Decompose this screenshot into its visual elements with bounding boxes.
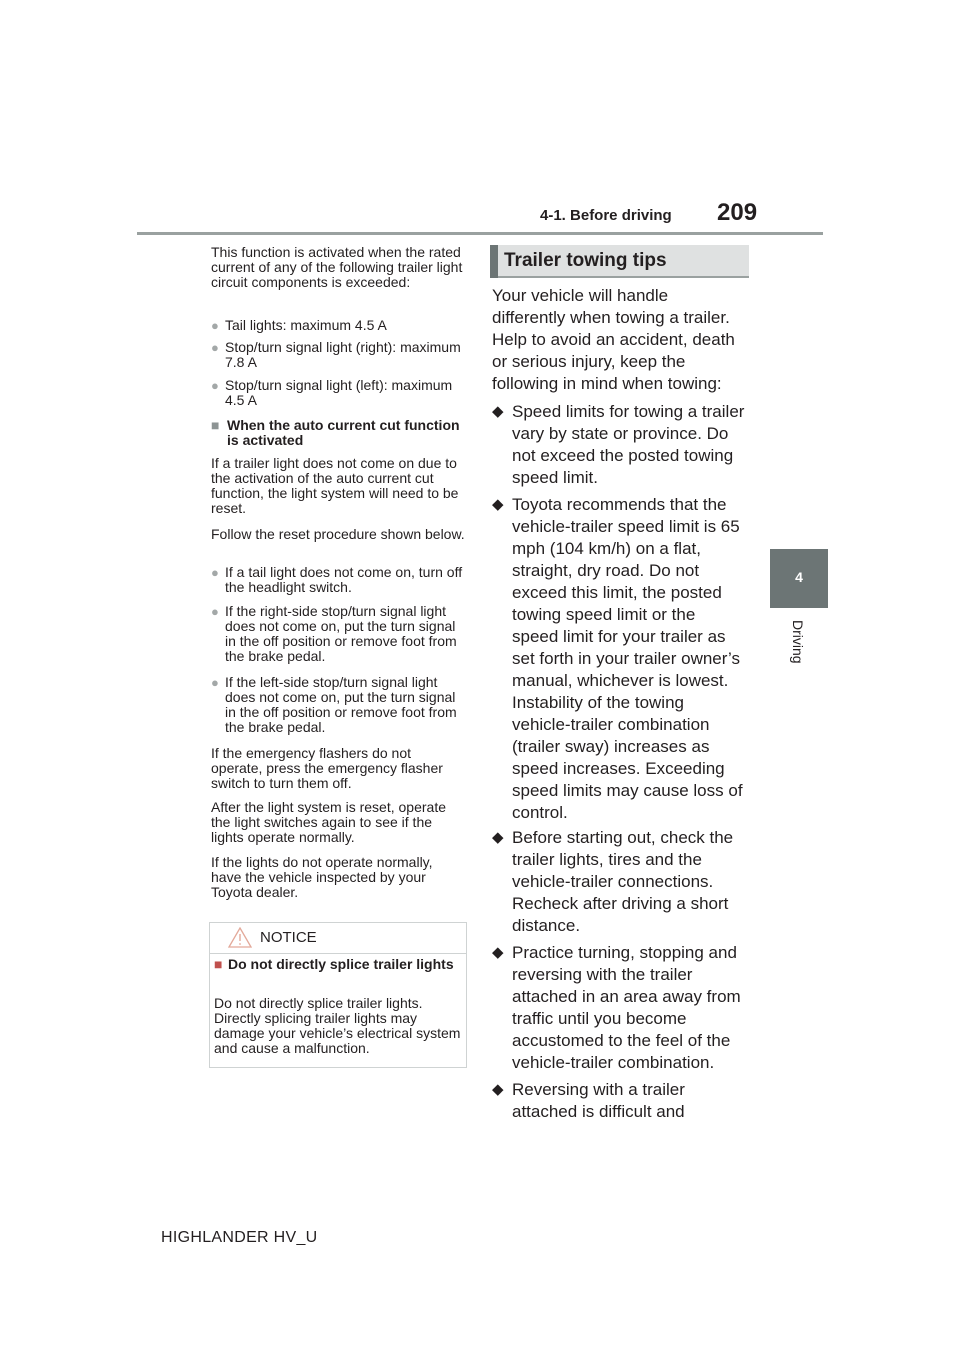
notice-heading: ■ Do not directly splice trailer lights: [214, 956, 454, 972]
diamond-bullet-icon: ◆: [492, 829, 504, 846]
bullet-icon: ●: [211, 675, 219, 690]
notice-box: [209, 922, 467, 1068]
list-item: ◆ Toyota recommends that the vehicle-trailer speed limit is 65 mph (104 km/h) on a flat, straight, dry road. Do not exceed this limit, the posted towing speed limit or the speed limit for your trailer as set forth in your trailer owner’s manual, whichever is lowest. Instability of the towing vehicle-trailer combination (trailer sway) increases as speed increases. Exceeding speed limits may cause loss of control.: [492, 495, 743, 822]
list-item: ◆ Reversing with a trailer attached is difficult and: [492, 1080, 685, 1121]
diamond-bullet-icon: ◆: [492, 403, 504, 420]
bullet-icon: ●: [211, 318, 219, 333]
list-item: ● If the left-side stop/turn signal light does not come on, put the turn signal in the off position or remove foot from the brake pedal.: [211, 674, 457, 735]
square-bullet-icon: ■: [214, 956, 223, 972]
paragraph: If a trailer light does not come on due to the activation of the auto current cut function, the light system will need to be reset.: [211, 455, 459, 516]
section-title: 4-1. Before driving: [540, 207, 672, 224]
section-title-trailer-towing: Trailer towing tips: [504, 250, 667, 271]
notice-header: [210, 923, 466, 954]
bullet-icon: ●: [211, 565, 219, 580]
chapter-tab: [770, 549, 828, 608]
notice-body: Do not directly splice trailer lights. Directly splicing trailer lights may damage your vehicle’s electrical system and cause a malfunction.: [214, 995, 461, 1056]
list-item: ● Stop/turn signal light (left): maximum 4.5 A: [211, 377, 453, 408]
footer-model: HIGHLANDER HV_U: [161, 1229, 318, 1246]
diamond-bullet-icon: ◆: [492, 1081, 504, 1098]
bullet-icon: ●: [211, 340, 219, 355]
paragraph: If the emergency flashers do not operate, press the emergency flasher switch to turn them off.: [211, 745, 443, 791]
subheading: ■ When the auto current cut function is activated: [211, 417, 460, 448]
chapter-label: Driving: [790, 620, 806, 664]
left-intro: This function is activated when the rated current of any of the following trailer light circuit components is exceeded:: [211, 244, 463, 290]
list-item: ● Tail lights: maximum 4.5 A: [211, 317, 387, 333]
list-item: ● If a tail light does not come on, turn off the headlight switch.: [211, 564, 463, 595]
warning-triangle-icon: [228, 927, 252, 953]
section-title-marker: [490, 245, 498, 278]
list-item: ◆ Practice turning, stopping and reversing with the trailer attached in an area away from traffic until you become accustomed to the feel of the vehicle-trailer combination.: [492, 943, 741, 1072]
list-item: ● Stop/turn signal light (right): maximum 7.8 A: [211, 339, 461, 370]
right-intro: Your vehicle will handle differently when towing a trailer. Help to avoid an accident, death or serious injury, keep the following in mind when towing:: [492, 286, 735, 393]
paragraph: After the light system is reset, operate the light switches again to see if the lights operate normally.: [211, 799, 446, 845]
bullet-icon: ●: [211, 604, 219, 619]
header-rule: [137, 232, 823, 235]
page-number: 209: [717, 199, 758, 226]
list-item: ◆ Speed limits for towing a trailer vary by state or province. Do not exceed the posted towing speed limit.: [492, 402, 745, 487]
chapter-number: 4: [795, 569, 803, 585]
paragraph: If the lights do not operate normally, have the vehicle inspected by your Toyota dealer.: [211, 854, 433, 900]
diamond-bullet-icon: ◆: [492, 944, 504, 961]
list-item: ◆ Before starting out, check the trailer lights, tires and the vehicle-trailer connections. Recheck after driving a short distance.: [492, 828, 734, 935]
diamond-bullet-icon: ◆: [492, 496, 504, 513]
list-item: ● If the right-side stop/turn signal light does not come on, put the turn signal in the off position or remove foot from the brake pedal.: [211, 603, 457, 664]
notice-title: NOTICE: [260, 929, 317, 946]
bullet-icon: ●: [211, 378, 219, 393]
square-bullet-icon: ■: [211, 417, 220, 433]
paragraph: Follow the reset procedure shown below.: [211, 526, 465, 542]
